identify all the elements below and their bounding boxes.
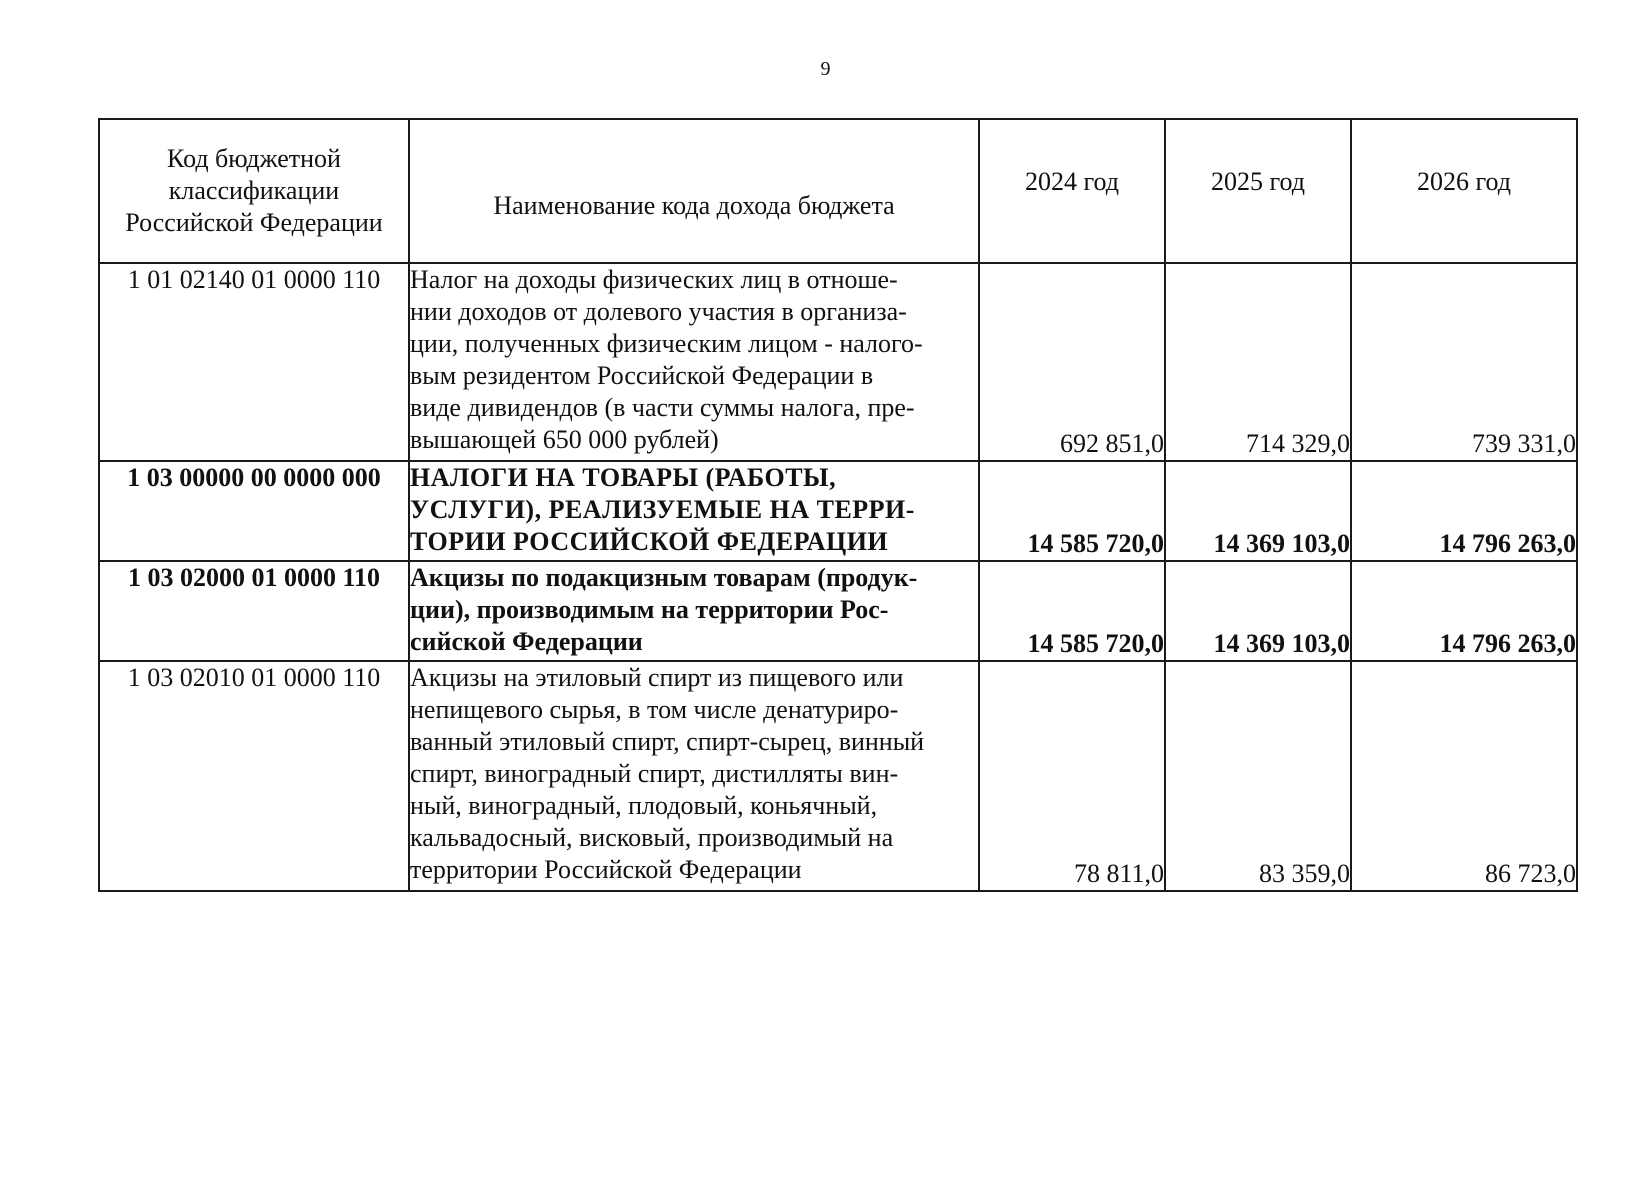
revenue-name-line: вым резидентом Российской Федерации в — [410, 361, 874, 390]
revenue-name-line: Налог на доходы физических лиц в отноше- — [410, 265, 898, 294]
header-year-2025: 2025 год — [1165, 119, 1351, 263]
value-2026: 739 331,0 — [1351, 263, 1577, 461]
revenue-name-line: НАЛОГИ НА ТОВАРЫ (РАБОТЫ, — [410, 463, 837, 492]
value-2024: 692 851,0 — [979, 263, 1165, 461]
table-row — [99, 263, 1577, 461]
header-year-2024: 2024 год — [979, 119, 1165, 263]
revenue-name-line: непищевого сырья, в том числе денатуриро- — [410, 695, 899, 724]
revenue-name-line: нии доходов от долевого участия в организа- — [410, 297, 907, 326]
value-2024: 14 585 720,0 — [979, 561, 1165, 661]
revenue-name — [409, 561, 979, 661]
revenue-name-line: кальвадосный, висковый, производимый на — [410, 823, 894, 852]
revenue-name — [409, 263, 979, 461]
budget-revenue-table — [98, 118, 1578, 892]
revenue-name-line: территории Российской Федерации — [410, 855, 802, 884]
table-header-row — [99, 119, 1577, 263]
table-row — [99, 561, 1577, 661]
value-2025: 14 369 103,0 — [1165, 561, 1351, 661]
revenue-name-line: УСЛУГИ), РЕАЛИЗУЕМЫЕ НА ТЕРРИ- — [410, 495, 915, 524]
header-year-2026: 2026 год — [1351, 119, 1577, 263]
budget-code: 1 01 02140 01 0000 110 — [99, 263, 409, 461]
value-2025: 714 329,0 — [1165, 263, 1351, 461]
revenue-name-line: ный, виноградный, плодовый, коньячный, — [410, 791, 878, 820]
revenue-name-line: спирт, виноградный спирт, дистилляты вин- — [410, 759, 899, 788]
revenue-name-line: ции), производимым на территории Рос- — [410, 595, 889, 624]
revenue-name-line: ванный этиловый спирт, спирт-сырец, винный — [410, 727, 925, 756]
revenue-name — [409, 661, 979, 891]
revenue-name-line: виде дивидендов (в части суммы налога, пре- — [410, 393, 915, 422]
budget-code: 1 03 00000 00 0000 000 — [99, 461, 409, 561]
value-2026: 14 796 263,0 — [1351, 561, 1577, 661]
value-2026: 86 723,0 — [1351, 661, 1577, 891]
header-code-line: Код бюджетной — [167, 144, 341, 173]
value-2024: 78 811,0 — [979, 661, 1165, 891]
revenue-name-line: сийской Федерации — [410, 627, 643, 656]
value-2026: 14 796 263,0 — [1351, 461, 1577, 561]
budget-code: 1 03 02000 01 0000 110 — [99, 561, 409, 661]
value-2025: 83 359,0 — [1165, 661, 1351, 891]
revenue-name — [409, 461, 979, 561]
revenue-name-line: ции, полученных физическим лицом - налого- — [410, 329, 923, 358]
revenue-name-line: Акцизы по подакцизным товарам (продук- — [410, 563, 918, 592]
table-row — [99, 661, 1577, 891]
header-name: Наименование кода дохода бюджета — [409, 119, 979, 263]
budget-code: 1 03 02010 01 0000 110 — [99, 661, 409, 891]
revenue-name-line: вышающей 650 000 рублей) — [410, 425, 719, 454]
table-row — [99, 461, 1577, 561]
revenue-name-line: ТОРИИ РОССИЙСКОЙ ФЕДЕРАЦИИ — [410, 527, 889, 556]
revenue-name-line: Акцизы на этиловый спирт из пищевого или — [410, 663, 904, 692]
header-code-line: Российской Федерации — [125, 208, 383, 237]
value-2024: 14 585 720,0 — [979, 461, 1165, 561]
header-code — [99, 119, 409, 263]
page-number: 9 — [820, 58, 831, 80]
value-2025: 14 369 103,0 — [1165, 461, 1351, 561]
header-code-line: классификации — [168, 176, 340, 205]
